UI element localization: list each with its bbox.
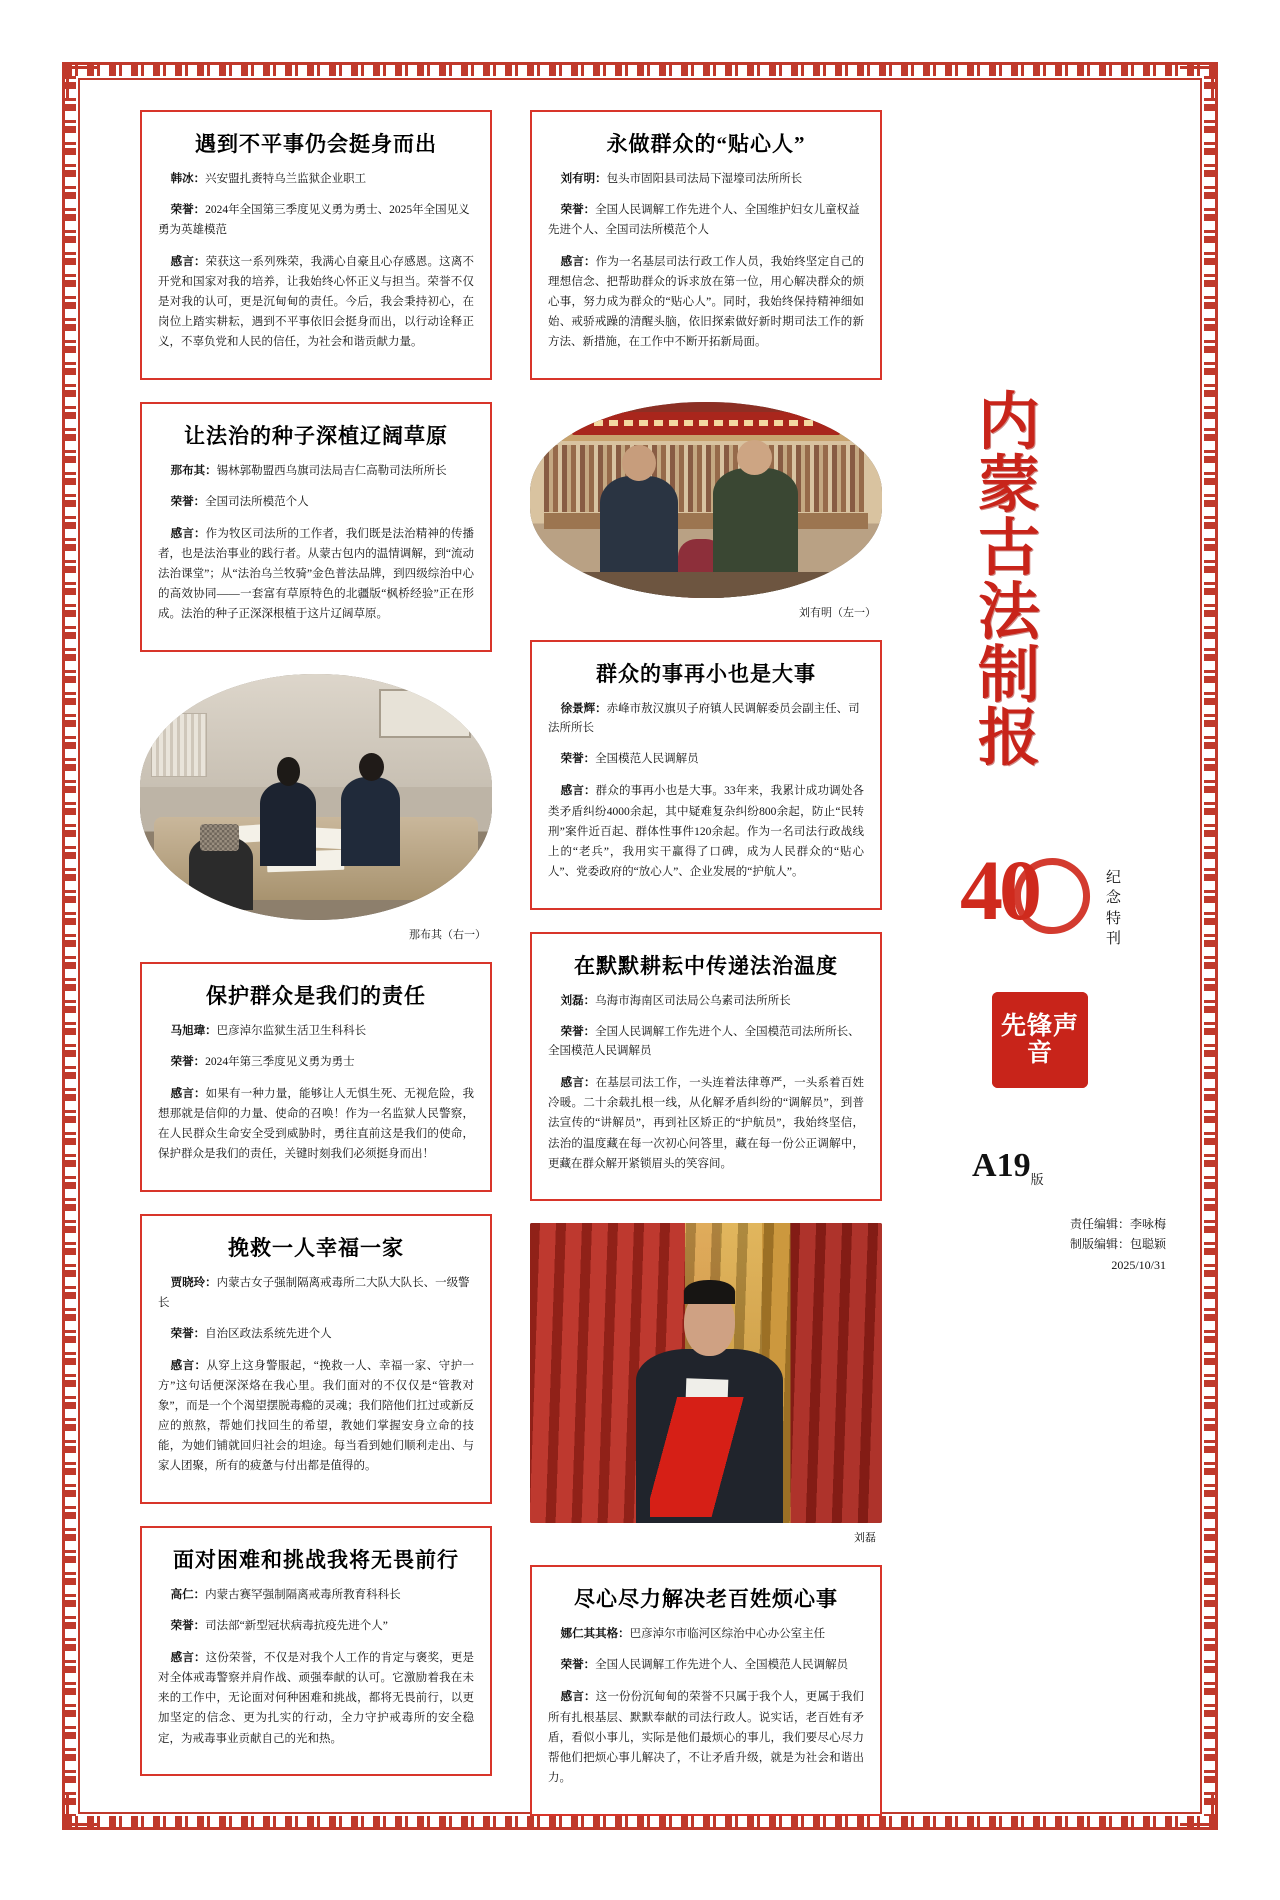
article-card <box>530 932 882 1202</box>
article-quote <box>548 1073 864 1174</box>
credit-layout: 制版编辑：包聪颖 <box>1069 1237 1166 1252</box>
photo-person <box>341 777 401 866</box>
pioneer-voice-seal <box>992 992 1088 1088</box>
article-byline <box>158 170 474 190</box>
person-name: 贾晓玲： <box>170 1277 217 1290</box>
photo-person <box>260 782 316 866</box>
article-quote <box>548 781 864 882</box>
quote-label: 感言： <box>170 1652 206 1665</box>
article-honor <box>548 201 864 240</box>
photo-mediation-meeting <box>140 674 492 920</box>
honor-text: 自治区政法系统先进个人 <box>205 1327 332 1340</box>
honor-label: 荣誉： <box>560 204 596 217</box>
quote-label: 感言： <box>560 1691 596 1704</box>
honor-text: 2024年第三季度见义勇为勇士 <box>205 1056 355 1069</box>
article-byline <box>548 700 864 739</box>
masthead-title <box>910 389 1110 774</box>
photo-table <box>530 572 882 597</box>
masthead-char: 古 <box>977 515 1042 584</box>
article-card <box>140 962 492 1192</box>
quote-text: 作为一名基层司法行政工作人员，我始终坚定自己的理想信念、把帮助群众的诉求放在第一位，用心解决群众的烦心事，努力成为群众的“贴心人”。同时，我始终保持精神细如始、戒骄戒躁的清醒头脑，依旧探索做好新时期司法工作的新方法、新措施，在工作中不断开拓新局面。 <box>548 255 865 349</box>
article-title: 让法治的种子深植辽阔草原 <box>184 423 448 448</box>
photo-library-visit <box>530 402 882 598</box>
person-role: 巴彦淖尔市临河区综治中心办公室主任 <box>629 1628 826 1641</box>
honor-label: 荣誉： <box>560 1659 596 1672</box>
person-role: 内蒙古女子强制隔离戒毒所二大队大队长、一级警长 <box>158 1277 470 1309</box>
photo-radiator <box>151 713 207 777</box>
photo-window <box>379 689 471 738</box>
person-name: 韩冰： <box>170 173 206 185</box>
seal-text: 先锋声音 <box>1000 1012 1079 1067</box>
honor-text: 司法部“新型冠状病毒抗疫先进个人” <box>205 1620 388 1633</box>
honor-label: 荣誉： <box>170 204 206 217</box>
person-role: 乌海市海南区司法局公乌素司法所所长 <box>595 994 791 1007</box>
photo-figure <box>530 1223 882 1545</box>
credit-editor: 责任编辑：李咏梅 <box>1069 1217 1166 1231</box>
article-card <box>530 1565 882 1815</box>
article-honor <box>158 493 474 513</box>
honor-text: 全国模范人民调解员 <box>595 753 699 766</box>
photo-bookshelf <box>544 513 868 529</box>
person-role: 兴安盟扎赉特乌兰监狱企业职工 <box>205 173 367 185</box>
quote-label: 感言： <box>170 255 206 268</box>
article-title: 尽心尽力解决老百姓烦心事 <box>574 1587 838 1612</box>
masthead-char: 蒙 <box>977 452 1042 521</box>
photo-figure <box>530 402 882 620</box>
honor-label: 荣誉： <box>560 753 596 766</box>
person-role: 内蒙古赛罕强制隔离戒毒所教育科科长 <box>205 1588 401 1601</box>
photo-figure <box>140 674 492 942</box>
article-honor <box>158 1053 474 1073</box>
honor-text: 全国人民调解工作先进个人、全国模范人民调解员 <box>595 1659 849 1672</box>
photo-red-sash <box>650 1397 770 1517</box>
quote-text: 群众的事再小也是大事。33年来，我累计成功调处各类矛盾纠纷4000余起，其中疑难复杂纠纷800余起，防止“民转刑”案件近百起、群体性事件120余起。作为一名司法行政战线上的“老兵”，我用实干赢得了口碑，成为人民群众的“贴心人”、党委政府的“放心人”、企业发展的“护航人”。 <box>548 785 865 878</box>
quote-label: 感言： <box>170 1359 207 1372</box>
article-card <box>140 402 492 652</box>
article-title: 挽救一人幸福一家 <box>228 1236 404 1261</box>
page-number <box>972 1147 1044 1187</box>
person-name: 马旭瑋： <box>170 1024 217 1037</box>
page-suffix: 版 <box>1030 1171 1044 1187</box>
quote-text: 这一份份沉甸甸的荣誉不只属于我个人，更属于我们所有扎根基层、默默奉献的司法行政人。说实话，老百姓有矛盾，看似小事儿，实际是他们最烦心的事儿，我们要尽心尽力帮他们把烦心事儿解决了，不让矛盾升级，就是为社会和谐出力。 <box>548 1691 865 1784</box>
honor-label: 荣誉： <box>170 495 206 508</box>
article-quote <box>158 1648 474 1749</box>
quote-text: 荣获这一系列殊荣，我满心自豪且心存感恩。这离不开党和国家对我的培养，让我始终心怀正义与担当。荣誉不仅是对我的认可，更是沉甸甸的责任。今后，我会秉持初心，在岗位上踏实耕耘，遇到不平事依旧会挺身而出，以行动诠释正义，不辜负党和人民的信任，为社会和谐贡献力量。 <box>158 255 475 349</box>
article-title: 保护群众是我们的责任 <box>206 983 426 1008</box>
photo-awarded-officer <box>530 1223 882 1523</box>
person-role: 赤峰市敖汉旗贝子府镇人民调解委员会副主任、司法所所长 <box>548 702 860 735</box>
person-name: 刘磊： <box>560 994 596 1007</box>
article-byline <box>158 462 474 482</box>
photo-red-banner <box>572 412 840 436</box>
person-name: 高仁： <box>170 1588 206 1601</box>
anniversary-number: 40 <box>960 842 1038 938</box>
masthead-char: 制 <box>977 641 1042 710</box>
article-quote <box>158 252 474 353</box>
publication-date: 2025/10/31 <box>1111 1257 1166 1272</box>
article-byline <box>158 1274 474 1313</box>
honor-text: 2024年全国第三季度见义勇为勇士、2025年全国见义勇为英雄模范 <box>158 204 470 236</box>
quote-text: 作为牧区司法所的工作者，我们既是法治精神的传播者，也是法治事业的践行者。从蒙古包内的温情调解，到“流动法治课堂”；从“法治乌兰牧骑”金色普法品牌，到四级综治中心的高效协同——一套富有草原特色的北疆版“枫桥经验”正在形成。法治的种子正深深根植于这片辽阔草原。 <box>158 527 475 621</box>
person-name: 刘有明： <box>560 173 607 185</box>
quote-label: 感言： <box>560 255 596 268</box>
person-name: 那布其： <box>170 464 217 477</box>
photo-bookshelf <box>544 445 868 512</box>
article-honor <box>158 1325 474 1345</box>
article-honor <box>158 201 474 240</box>
page-number-value: 19 <box>996 1147 1031 1184</box>
column-left <box>140 110 492 1798</box>
article-title: 永做群众的“贴心人” <box>606 132 806 156</box>
article-card <box>140 1526 492 1776</box>
honor-text: 全国人民调解工作先进个人、全国维护妇女儿童权益先进个人、全国司法所模范个人 <box>548 204 860 236</box>
person-role: 锡林郭勒盟西乌旗司法局吉仁高勒司法所所长 <box>216 464 447 477</box>
article-byline <box>548 992 864 1012</box>
article-honor <box>548 750 864 770</box>
honor-label: 荣誉： <box>170 1327 206 1340</box>
anniversary-label: 纪念特刊 <box>1106 870 1122 947</box>
article-title: 群众的事再小也是大事 <box>596 661 816 686</box>
photo-caption: 刘有明（左一） <box>799 606 876 619</box>
person-role: 包头市固阳县司法局下湿壕司法所所长 <box>606 173 803 185</box>
article-byline <box>548 170 864 190</box>
person-name: 娜仁其其格： <box>560 1628 630 1641</box>
article-byline <box>548 1625 864 1645</box>
page-number-block <box>972 1147 1162 1188</box>
article-card <box>530 640 882 910</box>
honor-text: 全国人民调解工作先进个人、全国模范司法所所长、全国模范人民调解员 <box>548 1025 860 1058</box>
photo-caption: 那布其（右一） <box>409 928 486 941</box>
honor-label: 荣誉： <box>170 1056 206 1069</box>
anniversary-mark <box>960 842 1170 952</box>
quote-label: 感言： <box>560 785 596 798</box>
article-card <box>530 110 882 380</box>
person-role: 巴彦淖尔监狱生活卫生科科长 <box>216 1024 367 1037</box>
newspaper-page-frame <box>62 62 1218 1830</box>
article-quote <box>158 1356 474 1477</box>
page-content <box>92 92 1188 1800</box>
photo-caption: 刘磊 <box>854 1532 876 1545</box>
article-quote <box>548 252 864 353</box>
quote-label: 感言： <box>560 1077 596 1090</box>
quote-text: 这份荣誉，不仅是对我个人工作的肯定与褒奖，更是对全体戒毒警察并肩作战、顽强奉献的认可。它激励着我在未来的工作中，无论面对何种困难和挑战，都将无畏前行，以更加坚定的信念、更为扎实的行动，全力守护戒毒所的安全稳定，为戒毒事业贡献自己的光和热。 <box>158 1652 475 1745</box>
article-honor <box>548 1656 864 1676</box>
quote-label: 感言： <box>170 1088 206 1101</box>
photo-blurred-face <box>200 824 239 851</box>
column-middle <box>530 110 882 1838</box>
credits-block <box>970 1214 1166 1275</box>
masthead-char: 内 <box>977 389 1042 457</box>
quote-text: 从穿上这身警服起，“挽救一人、幸福一家、守护一方”这句话便深深烙在我心里。我们面对的不仅仅是“管教对象”，而是一个个渴望摆脱毒瘾的灵魂；我们陪他们扛过或新反应的煎熬，帮她们找回生的希望，教她们掌握安身立命的技能，为她们铺就回归社会的坦途。每当看到她们顺利走出、与家人团聚，所有的疲惫与付出都是值得的。 <box>158 1359 474 1473</box>
masthead-char: 报 <box>977 705 1042 774</box>
article-byline <box>158 1022 474 1042</box>
article-card <box>140 1214 492 1504</box>
article-honor <box>548 1023 864 1062</box>
masthead-char: 法 <box>977 578 1042 647</box>
quote-text: 在基层司法工作，一头连着法律尊严，一头系着百姓冷暖。二十余载扎根一线，从化解矛盾纠纷的“调解员”，到普法宣传的“讲解员”，再到社区矫正的“护航员”，我始终坚信，法治的温度藏在每一次初心问答里，藏在每一份公正调解中，更藏在群众解开紧锁眉头的笑容间。 <box>548 1077 865 1170</box>
article-honor <box>158 1617 474 1637</box>
article-quote <box>548 1687 864 1788</box>
article-quote <box>158 524 474 625</box>
article-card <box>140 110 492 380</box>
article-title: 面对困难和挑战我将无畏前行 <box>173 1547 459 1572</box>
page-prefix: A <box>972 1147 997 1184</box>
article-title: 遇到不平事仍会挺身而出 <box>195 132 437 156</box>
honor-label: 荣誉： <box>560 1025 596 1038</box>
honor-text: 全国司法所模范个人 <box>205 495 309 508</box>
article-quote <box>158 1084 474 1165</box>
quote-label: 感言： <box>170 527 206 540</box>
article-title: 在默默耕耘中传递法治温度 <box>574 953 838 978</box>
honor-label: 荣誉： <box>170 1620 206 1633</box>
article-byline <box>158 1586 474 1606</box>
person-name: 徐景辉： <box>560 702 607 715</box>
quote-text: 如果有一种力量，能够让人无惧生死、无视危险，我想那就是信仰的力量、使命的召唤！作为一名监狱人民警察，在人民群众生命安全受到威胁时，勇往直前这是我们的使命，保护群众是我们的责任，关键时刻我们必须挺身而出！ <box>158 1088 475 1161</box>
